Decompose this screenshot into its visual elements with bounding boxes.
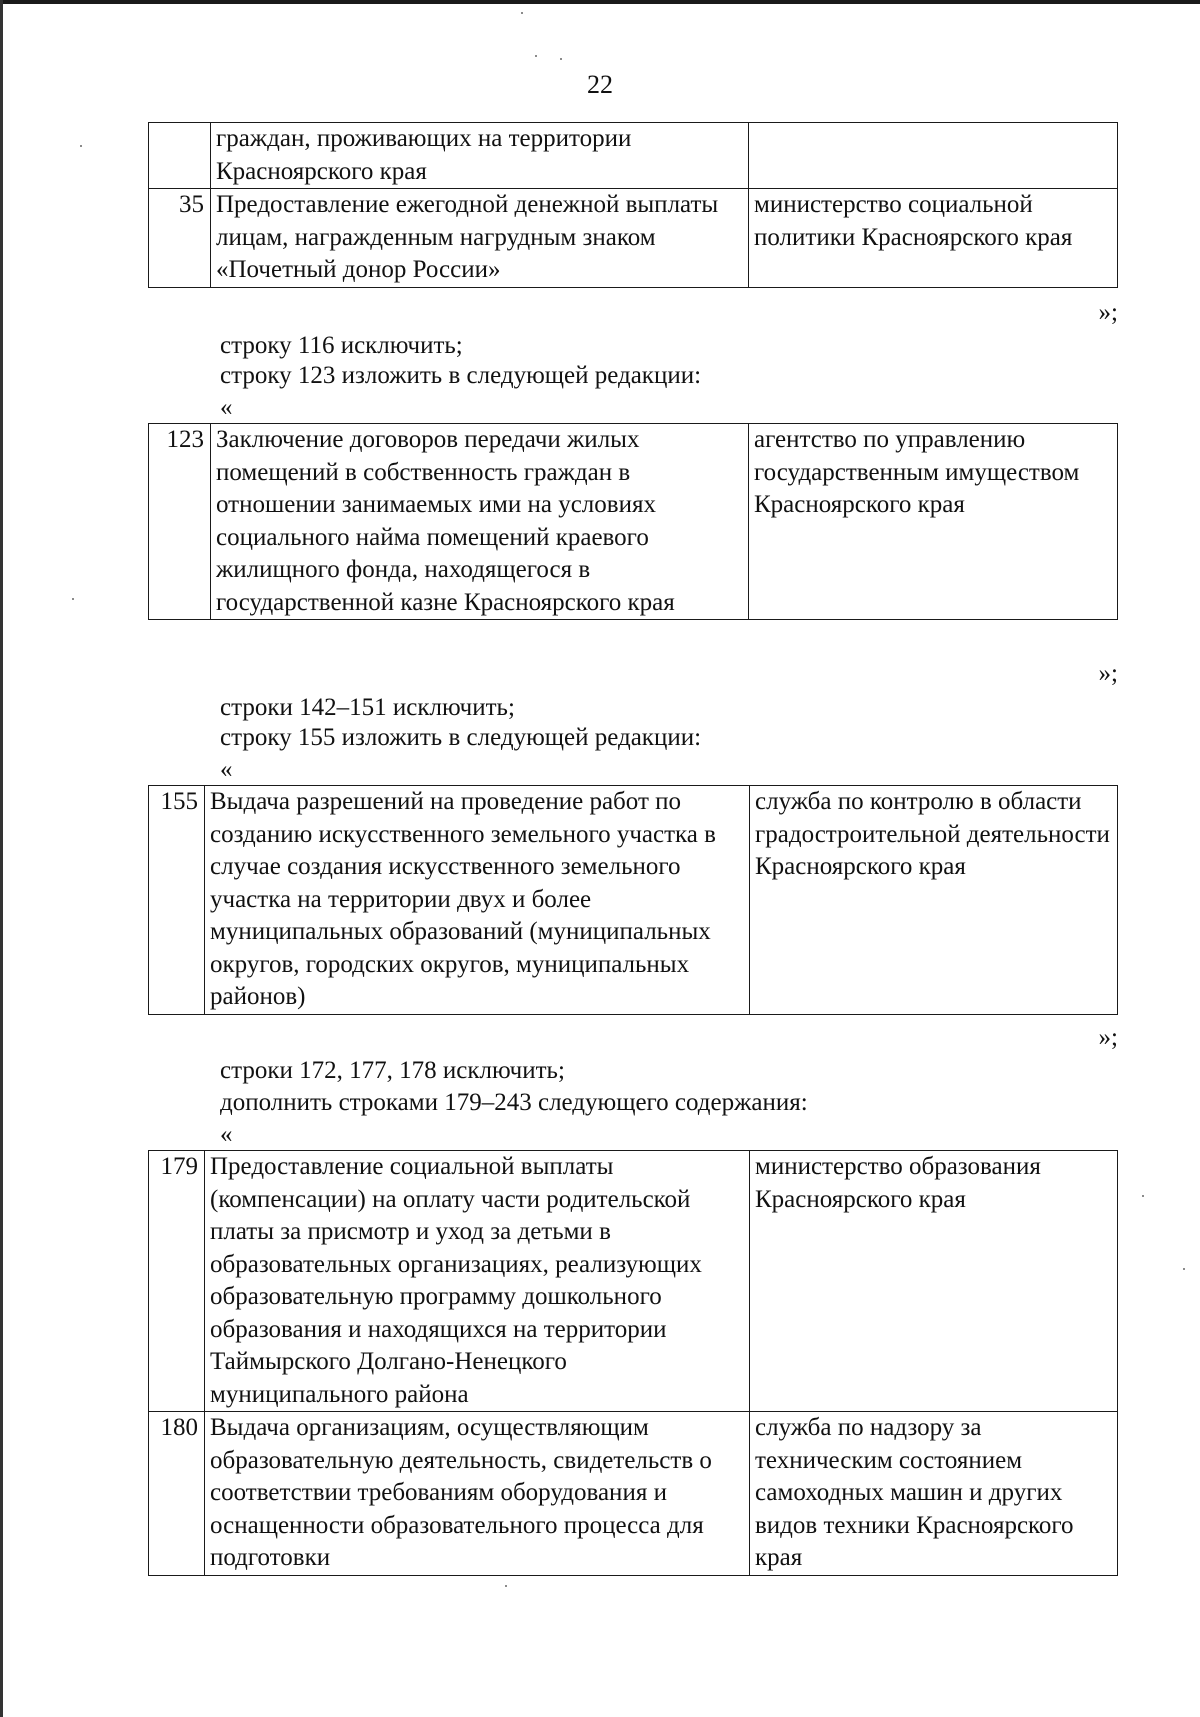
services-table-2 — [148, 423, 1118, 620]
row-number: 179 — [149, 1151, 205, 1412]
instruction-line: строки 172, 177, 178 исключить; — [220, 1057, 565, 1084]
responsible-agency: служба по надзору за техническим состоянием самоходных машин и других видов техники Красноярского края — [750, 1412, 1118, 1576]
service-name: Предоставление социальной выплаты (компенсации) на оплату части родительской платы за присмотр и уход за детьми в образовательных организациях, реализующих образовательную программу дошкольного образования и находящихся на территории Таймырского Долгано-Ненецкого муниципального района — [205, 1151, 750, 1412]
scan-speck — [1183, 1268, 1185, 1270]
service-name: Выдача организациям, осуществляющим образовательную деятельность, свидетельств о соответствии требованиям оборудования и оснащенности образовательного процесса для подготовки — [205, 1412, 750, 1576]
scan-speck — [560, 58, 562, 60]
services-table-3 — [148, 785, 1118, 1015]
services-table-1 — [148, 122, 1118, 288]
instruction-line: строку 123 изложить в следующей редакции: — [220, 362, 702, 389]
table-row — [149, 189, 1118, 288]
responsible-agency: министерство социальной политики Красноярского края — [749, 189, 1118, 288]
scan-speck — [80, 145, 82, 147]
closing-quote: »; — [1098, 660, 1118, 687]
opening-quote: « — [220, 394, 233, 421]
table-row — [149, 123, 1118, 189]
instruction-line: дополнить строками 179–243 следующего содержания: — [220, 1089, 808, 1116]
table-row — [149, 424, 1118, 620]
scan-speck — [72, 598, 74, 600]
instruction-line: строку 155 изложить в следующей редакции: — [220, 724, 702, 751]
scan-speck — [521, 12, 523, 14]
opening-quote: « — [220, 756, 233, 783]
service-name: Заключение договоров передачи жилых помещений в собственность граждан в отношении занимаемых ими на условиях социального найма помещений краевого жилищного фонда, находящегося в государственной казне Красноярского края — [211, 424, 749, 620]
row-number: 123 — [149, 424, 211, 620]
service-name: граждан, проживающих на территории Красноярского края — [211, 123, 749, 189]
instruction-line: строки 142–151 исключить; — [220, 694, 515, 721]
responsible-agency: служба по контролю в области градостроительной деятельности Красноярского края — [750, 786, 1118, 1015]
row-number: 155 — [149, 786, 205, 1015]
opening-quote: « — [220, 1121, 233, 1148]
row-number — [149, 123, 211, 189]
table-row — [149, 1412, 1118, 1576]
services-table-4 — [148, 1150, 1118, 1576]
instruction-line: строку 116 исключить; — [220, 332, 463, 359]
row-number: 180 — [149, 1412, 205, 1576]
scan-speck — [1142, 1195, 1144, 1197]
closing-quote: »; — [1098, 1024, 1118, 1051]
responsible-agency — [749, 123, 1118, 189]
scan-speck — [505, 1585, 507, 1587]
row-number: 35 — [149, 189, 211, 288]
page-number: 22 — [587, 70, 613, 99]
service-name: Предоставление ежегодной денежной выплаты лицам, награжденным нагрудным знаком «Почетный донор России» — [211, 189, 749, 288]
responsible-agency: министерство образования Красноярского края — [750, 1151, 1118, 1412]
scan-left-border — [0, 0, 3, 1717]
responsible-agency: агентство по управлению государственным имуществом Красноярского края — [749, 424, 1118, 620]
closing-quote: »; — [1098, 299, 1118, 326]
table-row — [149, 786, 1118, 1015]
scan-top-border — [0, 0, 1200, 4]
table-row — [149, 1151, 1118, 1412]
scan-speck — [535, 55, 537, 57]
service-name: Выдача разрешений на проведение работ по созданию искусственного земельного участка в случае создания искусственного земельного участка на территории двух и более муниципальных образований (муниципальных округов, городских округов, муниципальных районов) — [205, 786, 750, 1015]
